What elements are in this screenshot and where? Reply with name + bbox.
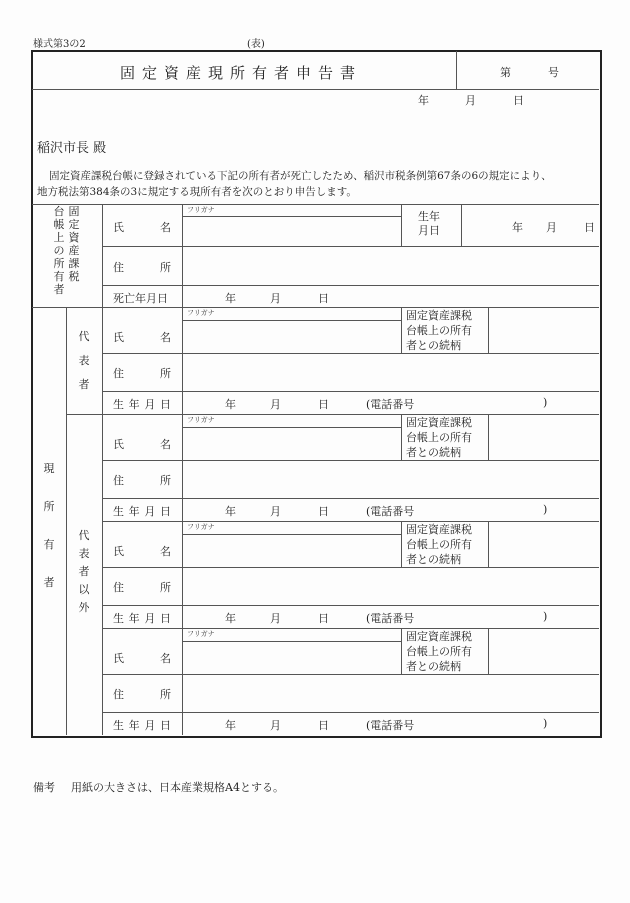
relation-label: 固定資産課税 台帳上の所有 者との続柄 <box>406 630 472 673</box>
addressee: 稲沢市長 殿 <box>37 141 107 156</box>
address-input[interactable] <box>186 464 598 496</box>
ledger-birth-label: 生年 月日 <box>418 210 440 237</box>
divider <box>488 414 489 460</box>
divider <box>182 641 401 642</box>
phone-close: ) <box>543 503 548 516</box>
ledger-owner-label-col2: 固 定 資 産 課 税 <box>68 205 80 283</box>
ledger-death-label: 死亡年月日 <box>113 292 168 305</box>
name-input[interactable] <box>186 323 400 351</box>
phone-close: ) <box>543 717 548 730</box>
divider <box>488 628 489 674</box>
birth-month: 月 <box>270 612 281 625</box>
name-input[interactable] <box>186 430 400 458</box>
birth-day: 日 <box>318 505 329 518</box>
divider <box>102 674 599 675</box>
relation-input[interactable] <box>492 311 598 349</box>
birth-label: 生 年 月 日 <box>113 398 171 411</box>
divider <box>182 204 183 307</box>
divider <box>182 320 401 321</box>
relation-label: 固定資産課税 台帳上の所有 者との続柄 <box>406 309 472 352</box>
birth-year: 年 <box>225 398 236 411</box>
representative-label: 代 表 者 <box>78 330 90 391</box>
divider <box>102 246 599 247</box>
phone-input[interactable] <box>420 501 544 519</box>
divider <box>401 628 402 674</box>
divider <box>102 285 599 286</box>
phone-close: ) <box>543 396 548 409</box>
address-input[interactable] <box>186 571 598 603</box>
ledger-birth-month: 月 <box>546 221 557 234</box>
divider <box>401 521 402 567</box>
divider <box>102 460 599 461</box>
relation-input[interactable] <box>492 525 598 563</box>
others-label: 代 表 者 以 外 <box>78 529 90 614</box>
divider <box>102 204 103 307</box>
page-title: 固定資産現所有者申告書 <box>120 64 363 82</box>
divider <box>456 51 457 89</box>
divider <box>102 391 599 392</box>
birth-year: 年 <box>225 505 236 518</box>
death-month: 月 <box>270 292 281 305</box>
birth-label: 生 年 月 日 <box>113 505 171 518</box>
address-label: 住 所 <box>113 367 171 380</box>
name-label: 氏 名 <box>113 545 171 558</box>
divider <box>401 307 402 353</box>
name-input[interactable] <box>186 537 400 565</box>
furigana-label: フリガナ <box>187 630 215 638</box>
divider <box>102 353 599 354</box>
birth-year: 年 <box>225 719 236 732</box>
birth-month: 月 <box>270 719 281 732</box>
phone-input[interactable] <box>420 715 544 733</box>
note-text: 用紙の大きさは、日本産業規格A4とする。 <box>71 781 284 794</box>
furigana-input[interactable] <box>230 629 399 641</box>
relation-label: 固定資産課税 台帳上の所有 者との続柄 <box>406 416 472 459</box>
furigana-label: フリガナ <box>187 416 215 424</box>
ledger-furigana-input[interactable] <box>230 205 399 217</box>
divider <box>182 427 401 428</box>
divider <box>66 307 67 735</box>
divider <box>488 307 489 353</box>
phone-input[interactable] <box>420 608 544 626</box>
ledger-address-label: 住 所 <box>113 261 171 274</box>
name-label: 氏 名 <box>113 438 171 451</box>
divider <box>102 498 599 499</box>
death-day: 日 <box>318 292 329 305</box>
birth-day: 日 <box>318 719 329 732</box>
phone-input[interactable] <box>420 394 544 412</box>
date-day-label: 日 <box>513 94 524 107</box>
ledger-birth-day: 日 <box>584 221 595 234</box>
date-month-label: 月 <box>465 94 476 107</box>
name-label: 氏 名 <box>113 331 171 344</box>
address-input[interactable] <box>186 678 598 710</box>
furigana-input[interactable] <box>230 522 399 534</box>
phone-label: (電話番号 <box>366 719 415 732</box>
ledger-name-input[interactable] <box>186 218 400 246</box>
address-input[interactable] <box>186 357 598 389</box>
divider <box>488 521 489 567</box>
ledger-name-label: 氏 名 <box>113 221 171 234</box>
ledger-owner-label-col1: 台 帳 上 の 所 有 者 <box>53 205 65 296</box>
phone-label: (電話番号 <box>366 505 415 518</box>
document-number-input[interactable] <box>515 60 549 80</box>
note-label: 備考 <box>33 781 55 794</box>
birth-day: 日 <box>318 398 329 411</box>
furigana-label: フリガナ <box>187 309 215 317</box>
name-input[interactable] <box>186 644 400 672</box>
furigana-input[interactable] <box>230 308 399 320</box>
date-year-label: 年 <box>418 94 429 107</box>
birth-year: 年 <box>225 612 236 625</box>
birth-month: 月 <box>270 398 281 411</box>
divider <box>401 414 402 460</box>
furigana-label: フリガナ <box>187 523 215 531</box>
address-label: 住 所 <box>113 688 171 701</box>
birth-label: 生 年 月 日 <box>113 612 171 625</box>
phone-label: (電話番号 <box>366 398 415 411</box>
divider <box>461 204 462 246</box>
ledger-furigana-label: フリガナ <box>187 206 215 214</box>
ledger-birth-year: 年 <box>512 221 523 234</box>
current-owners-label: 現 所 有 者 <box>43 462 55 589</box>
name-label: 氏 名 <box>113 652 171 665</box>
relation-label: 固定資産課税 台帳上の所有 者との続柄 <box>406 523 472 566</box>
number-suffix: 号 <box>548 66 559 79</box>
intro-line-2: 地方税法第384条の3に規定する現所有者を次のとおり申告します。 <box>37 186 357 198</box>
number-prefix: 第 <box>500 66 511 79</box>
form-number: 様式第3の2 <box>33 39 86 50</box>
form-side-label: (表) <box>247 39 265 50</box>
ledger-address-input[interactable] <box>186 249 598 283</box>
address-label: 住 所 <box>113 581 171 594</box>
divider <box>102 605 599 606</box>
phone-close: ) <box>543 610 548 623</box>
divider <box>401 204 402 246</box>
divider <box>102 567 599 568</box>
relation-input[interactable] <box>492 632 598 670</box>
divider <box>182 534 401 535</box>
furigana-input[interactable] <box>230 415 399 427</box>
birth-day: 日 <box>318 612 329 625</box>
relation-input[interactable] <box>492 418 598 456</box>
birth-label: 生 年 月 日 <box>113 719 171 732</box>
birth-month: 月 <box>270 505 281 518</box>
phone-label: (電話番号 <box>366 612 415 625</box>
divider <box>32 89 599 90</box>
divider <box>102 712 599 713</box>
intro-line-1: 固定資産課税台帳に登録されている下記の所有者が死亡したため、稲沢市税条例第67条の6の規定により、 <box>49 170 552 182</box>
death-year: 年 <box>225 292 236 305</box>
address-label: 住 所 <box>113 474 171 487</box>
